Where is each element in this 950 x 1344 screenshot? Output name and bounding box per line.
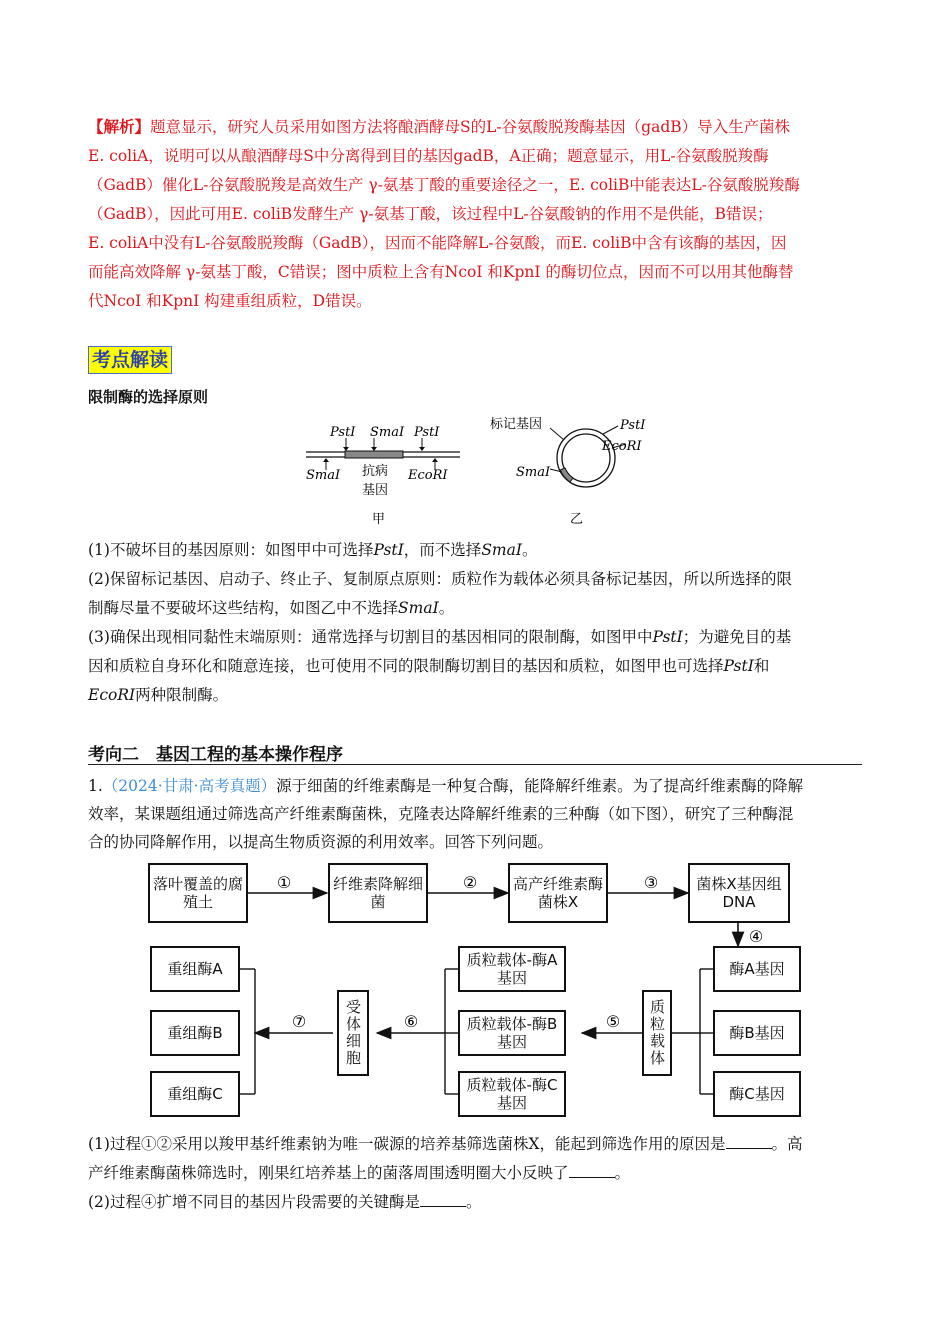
flow-box-recombinant-a: 重组酶A xyxy=(150,946,240,992)
question-line-2: 效率，某课题组通过筛选高产纤维素酶菌株，克隆表达降解纤维素的三种酶（如下图），研究了三种酶混 xyxy=(88,805,794,823)
analysis-line-2: E. coliA，说明可以从酿酒酵母S中分离得到目的基因gadB，A正确；题意显示，用L-谷氨酸脱羧酶 xyxy=(88,147,769,165)
flow-box-vector-b: 质粒载体-酶B基因 xyxy=(458,1010,566,1056)
subquestion-1-tail: 。高 xyxy=(771,1135,803,1153)
question-text-1: 源于细菌的纤维素酶是一种复合酶，能降解纤维素。为了提高纤维素酶的降解 xyxy=(276,777,804,795)
sma-bottom-label: SmaⅠ xyxy=(306,468,341,483)
flow-box-strain-x: 高产纤维素酶菌株X xyxy=(508,863,608,923)
principle-3-and: 和 xyxy=(753,657,770,675)
answer-blank-3[interactable] xyxy=(420,1192,466,1207)
step-7-label: ⑦ xyxy=(291,1012,307,1031)
flow-box-vector-a: 质粒载体-酶A基因 xyxy=(458,946,566,992)
principle-3-mid: ；为避免目的基 xyxy=(682,628,792,646)
analysis-text-1: 题意显示，研究人员采用如图方法将酿酒酵母S的L-谷氨酸脱羧酶基因（gadB）导入生产菌株 xyxy=(150,118,791,136)
flow-box-gene-a: 酶A基因 xyxy=(713,946,801,992)
flow-box-gene-b: 酶B基因 xyxy=(713,1010,801,1056)
flow-box-recipient-cell: 受体细胞 xyxy=(337,990,369,1076)
resistance-gene-label-2: 基因 xyxy=(362,483,389,498)
subquestions-block xyxy=(88,1130,864,1217)
flow-box-genome-dna: 菌株X基因组DNA xyxy=(688,863,790,923)
section-title: 考向二 基因工程的基本操作程序 xyxy=(88,745,343,765)
principle-1-text: (1)不破坏目的基因原则：如图甲中可选择 xyxy=(88,541,374,559)
principle-3-pst-2: PstⅠ xyxy=(723,657,754,675)
subquestion-2-text: (2)过程④扩增不同目的基因片段需要的关键酶是 xyxy=(88,1193,420,1211)
principle-1-pst: PstⅠ xyxy=(373,541,404,559)
principle-1-mid: ，而不选择 xyxy=(403,541,482,559)
analysis-line-4: （GadB），因此可用E. coliB发酵生产 γ-氨基丁酸，该过程中L-谷氨酸钠的作用不是供能，B错误； xyxy=(88,205,773,223)
principle-2-text: 制酶尽量不要破坏这些结构，如图乙中不选择 xyxy=(88,599,399,617)
question-source: （2024·甘肃·高考真题） xyxy=(102,777,277,795)
caption-jia: 甲 xyxy=(372,512,386,527)
step-5-label: ⑤ xyxy=(605,1012,621,1031)
eco-label: EcoRⅠ xyxy=(408,468,448,483)
principle-3-text-2: 因和质粒自身环化和随意连接，也可使用不同的限制酶切割目的基因和质粒，如图甲也可选择 xyxy=(88,657,724,675)
question-number: 1. xyxy=(88,777,103,795)
caption-yi: 乙 xyxy=(570,512,584,527)
flow-box-recombinant-c: 重组酶C xyxy=(150,1071,240,1117)
answer-blank-2[interactable] xyxy=(569,1163,615,1178)
step-4-label: ④ xyxy=(748,927,764,946)
analysis-line-7: 代NcoⅠ 和KpnⅠ 构建重组质粒，D错误。 xyxy=(88,292,372,310)
step-2-label: ② xyxy=(462,873,478,892)
principle-3-text: (3)确保出现相同黏性末端原则：通常选择与切割目的基因相同的限制酶，如图甲中 xyxy=(88,628,653,646)
kaodian-subtitle: 限制酶的选择原则 xyxy=(88,388,209,406)
pst-ring-label: PstⅠ xyxy=(620,418,646,433)
subquestion-1-text-2: 产纤维素酶菌株筛选时，刚果红培养基上的菌落周围透明圈大小反映了 xyxy=(88,1164,569,1182)
kaodian-title: 考点解读 xyxy=(88,346,172,374)
principle-3-eco: EcoRⅠ xyxy=(88,686,136,704)
subquestion-1-line-2 xyxy=(88,1159,864,1188)
sma-top-label: SmaⅠ xyxy=(370,425,405,440)
subquestion-1-end: 。 xyxy=(614,1164,631,1182)
subquestion-1-text: (1)过程①②采用以羧甲基纤维素钠为唯一碳源的培养基筛选菌株X，能起到筛选作用的原因是 xyxy=(88,1135,726,1153)
flow-box-gene-c: 酶C基因 xyxy=(713,1071,801,1117)
principle-2-line-1: (2)保留标记基因、启动子、终止子、复制原点原则：质粒作为载体必须具备标记基因，所以所选择的限 xyxy=(88,570,792,588)
principle-2-end: 。 xyxy=(438,599,455,617)
pst-left-label: PstⅠ xyxy=(330,425,356,440)
step-6-label: ⑥ xyxy=(403,1012,419,1031)
flow-box-bacteria: 纤维素降解细菌 xyxy=(328,863,428,923)
principle-3-pst: PstⅠ xyxy=(652,628,683,646)
flow-box-recombinant-b: 重组酶B xyxy=(150,1010,240,1056)
principle-2-sma: SmaⅠ xyxy=(398,599,439,617)
sma-ring-label: SmaⅠ xyxy=(516,465,551,480)
principle-3-end: 两种限制酶。 xyxy=(135,686,229,704)
analysis-line-3: （GadB）催化L-谷氨酸脱羧是高效生产 γ-氨基丁酸的重要途径之一，E. coliB中能表达L-谷氨酸脱羧酶 xyxy=(88,176,800,194)
principle-1-sma: SmaⅠ xyxy=(481,541,522,559)
analysis-tag: 【解析】 xyxy=(88,117,151,136)
question-line-3: 合的协同降解作用，以提高生物质资源的利用效率。回答下列问题。 xyxy=(88,833,554,851)
subquestion-2 xyxy=(88,1188,864,1217)
resistance-gene-label-1: 抗病 xyxy=(362,464,389,479)
step-3-label: ③ xyxy=(643,873,659,892)
subquestion-1-line-1 xyxy=(88,1130,864,1159)
flow-box-plasmid: 质粒载体 xyxy=(642,990,672,1076)
step-1-label: ① xyxy=(276,873,292,892)
flow-box-vector-c: 质粒载体-酶C基因 xyxy=(458,1071,566,1117)
answer-blank-1[interactable] xyxy=(726,1134,772,1149)
eco-ring-label: EcoRⅠ xyxy=(602,439,642,454)
flow-box-soil: 落叶覆盖的腐殖土 xyxy=(148,863,248,923)
analysis-line-5: E. coliA中没有L-谷氨酸脱羧酶（GadB），因而不能降解L-谷氨酸，而E. coliB中含有该酶的基因，因 xyxy=(88,234,787,252)
marker-gene-label: 标记基因 xyxy=(490,417,543,432)
subquestion-2-end: 。 xyxy=(465,1193,482,1211)
analysis-line-6: 而能高效降解 γ-氨基丁酸，C错误；图中质粒上含有NcoⅠ 和KpnⅠ 的酶切位点，因而不可以用其他酶替 xyxy=(88,263,794,281)
principle-1-end: 。 xyxy=(522,541,538,559)
pst-right-label: PstⅠ xyxy=(414,425,440,440)
